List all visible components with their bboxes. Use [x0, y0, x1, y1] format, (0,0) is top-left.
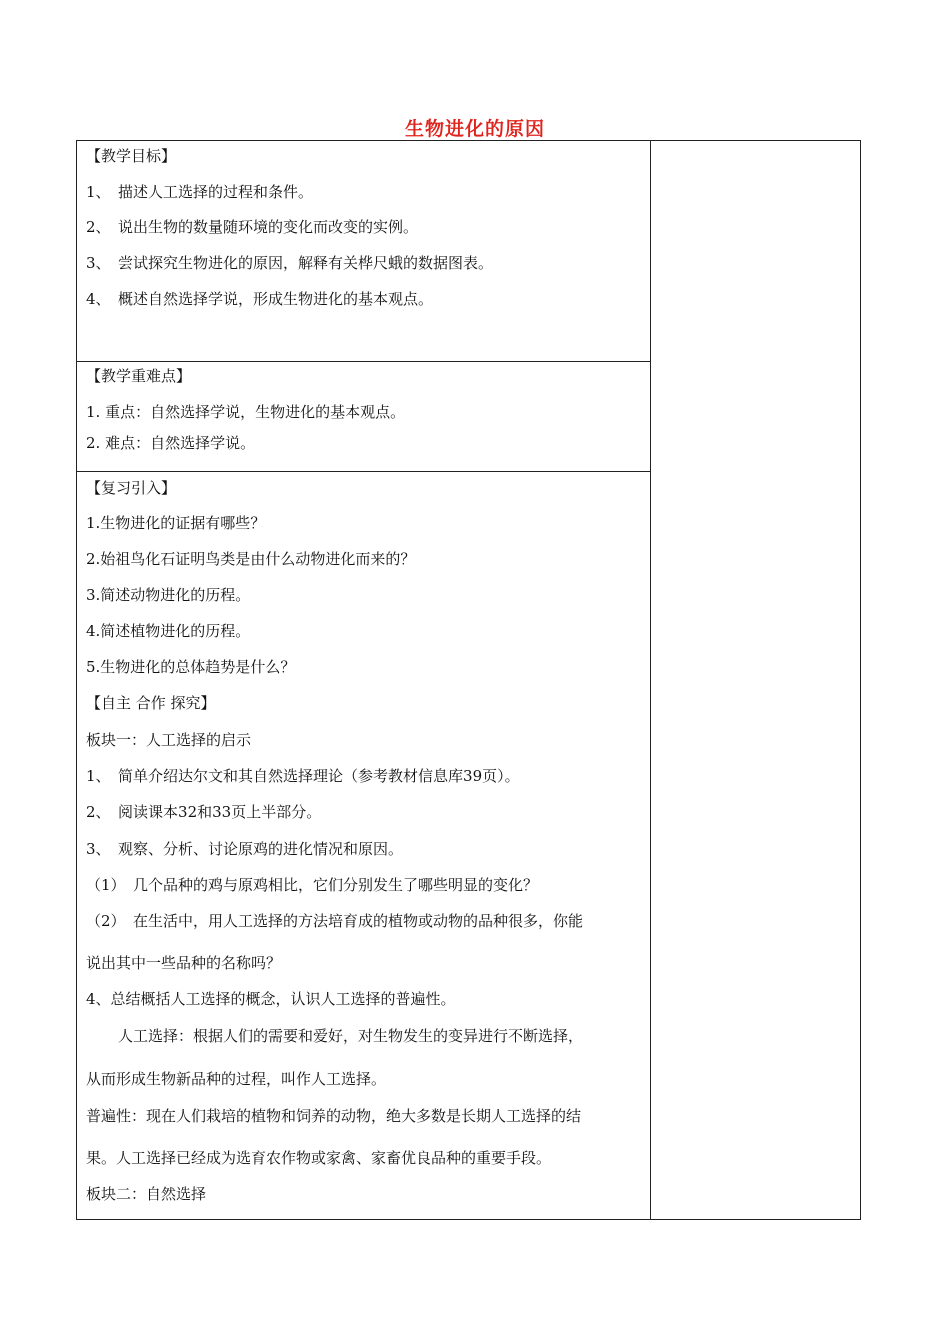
goals-heading: 【教学目标】	[86, 147, 177, 165]
table-border-left	[76, 140, 77, 1220]
explore-line: 板块二：自然选择	[86, 1185, 207, 1203]
review-question: 5.生物进化的总体趋势是什么？	[86, 658, 296, 676]
explore-line: （2） 在生活中，用人工选择的方法培育成的植物或动物的品种很多，你能	[86, 912, 584, 930]
row-divider-2	[76, 471, 651, 472]
explore-line: 板块一：人工选择的启示	[86, 731, 252, 749]
table-border-right	[860, 140, 861, 1220]
explore-line: 2、 阅读课本32和33页上半部分。	[86, 803, 322, 821]
review-question: 3.简述动物进化的历程。	[86, 586, 251, 604]
explore-line: 4、总结概括人工选择的概念，认识人工选择的普遍性。	[86, 990, 456, 1008]
goal-item: 1、 描述人工选择的过程和条件。	[86, 183, 314, 201]
review-question: 1.生物进化的证据有哪些？	[86, 514, 266, 532]
row-divider-1	[76, 361, 651, 362]
column-divider	[650, 140, 651, 1220]
explore-line: （1） 几个品种的鸡与原鸡相比，它们分别发生了哪些明显的变化？	[86, 876, 539, 894]
explore-line: 普遍性：现在人们栽培的植物和饲养的动物，绝大多数是长期人工选择的结	[86, 1107, 582, 1125]
explore-line: 3、 观察、分析、讨论原鸡的进化情况和原因。	[86, 840, 404, 858]
review-question: 2.始祖鸟化石证明鸟类是由什么动物进化而来的？	[86, 550, 416, 568]
keypoints-heading: 【教学重难点】	[86, 367, 192, 385]
review-question: 4.简述植物进化的历程。	[86, 622, 251, 640]
explore-line: 人工选择：根据人们的需要和爱好，对生物发生的变异进行不断选择，	[118, 1027, 584, 1045]
keypoint-item: 2. 难点：自然选择学说。	[86, 434, 256, 452]
page-title: 生物进化的原因	[404, 118, 545, 140]
explore-line: 1、 简单介绍达尔文和其自然选择理论（参考教材信息库39页）。	[86, 767, 520, 785]
goal-item: 2、 说出生物的数量随环境的变化而改变的实例。	[86, 218, 419, 236]
explore-line: 说出其中一些品种的名称吗？	[86, 954, 282, 972]
explore-line: 果。人工选择已经成为选育农作物或家禽、家畜优良品种的重要手段。	[86, 1149, 552, 1167]
keypoint-item: 1. 重点：自然选择学说，生物进化的基本观点。	[86, 403, 406, 421]
table-border-top	[76, 140, 861, 141]
goal-item: 4、 概述自然选择学说，形成生物进化的基本观点。	[86, 290, 434, 308]
review-heading: 【复习引入】	[86, 479, 177, 497]
explore-heading: 【自主 合作 探究】	[86, 694, 216, 712]
goal-item: 3、 尝试探究生物进化的原因，解释有关桦尺蛾的数据图表。	[86, 254, 494, 272]
explore-line: 从而形成生物新品种的过程，叫作人工选择。	[86, 1070, 387, 1088]
table-border-bottom	[76, 1219, 861, 1220]
